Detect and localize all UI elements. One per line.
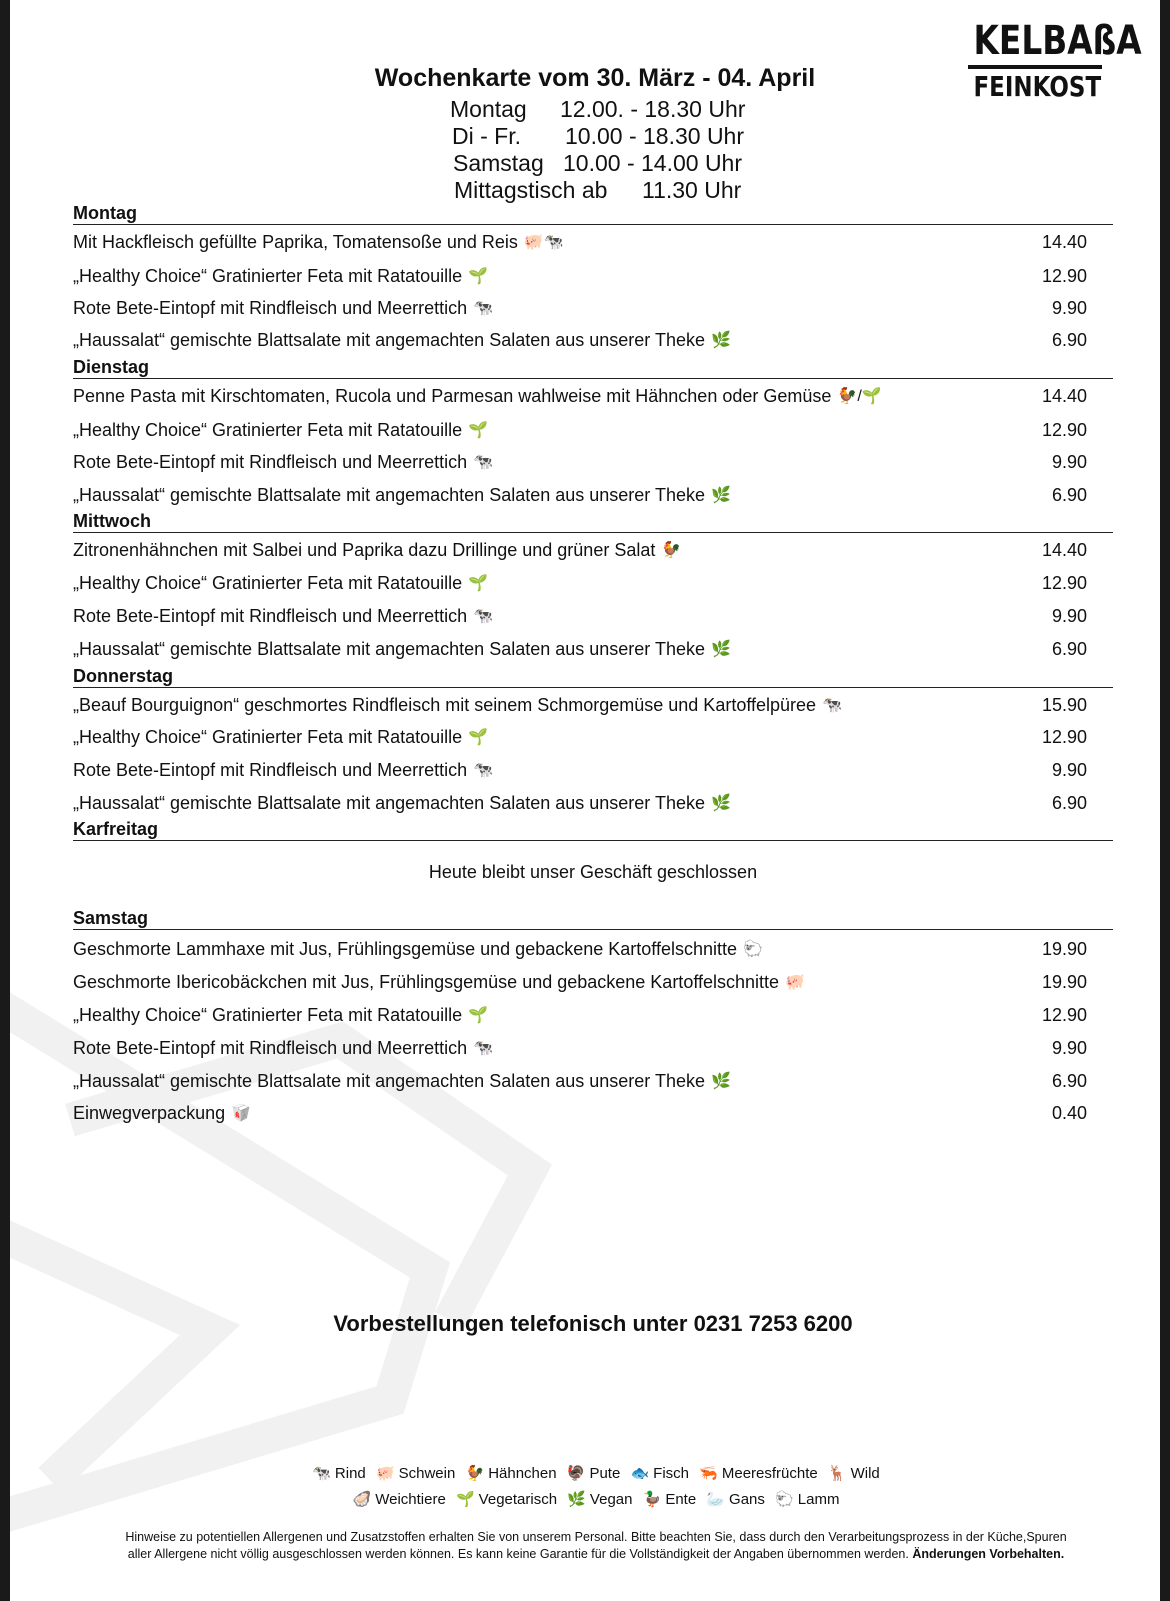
menu-item	[73, 448, 1113, 476]
menu-item	[73, 228, 1113, 256]
menu-item	[73, 326, 1113, 354]
item-price: 6.90	[1051, 1071, 1087, 1091]
item-price: 15.90	[1041, 695, 1087, 715]
item-name: „Haussalat“ gemischte Blattsalate mit angemachten Salaten aus unserer Theke	[73, 1071, 706, 1091]
deer-icon: 🦌	[827, 1465, 847, 1482]
hours-time: 12.00. - 18.30 Uhr	[560, 96, 746, 122]
cow-icon: 🐄	[473, 608, 494, 625]
legend-label: Pute	[589, 1465, 621, 1482]
chicken-vegetarian-icon: 🐓/🌱	[837, 388, 882, 405]
menu-item	[73, 294, 1113, 322]
brand-logo-bottom: FEINKOST	[973, 70, 1102, 103]
allergen-notice	[86, 1529, 1106, 1563]
item-price: 12.90	[1041, 1005, 1087, 1025]
pig-icon: 🐖	[785, 974, 805, 991]
vegan-icon: 🌿	[567, 1491, 586, 1508]
lamb-icon: 🐑	[743, 941, 763, 958]
hours-time: 10.00 - 18.30 Uhr	[565, 123, 745, 149]
vegan-icon: 🌿	[711, 1073, 731, 1090]
day-header-karfreitag: Karfreitag	[73, 818, 1113, 841]
legend-label: Fisch	[653, 1465, 689, 1482]
preorder-phone: Vorbestellungen telefonisch unter 0231 7253 6200	[333, 1311, 853, 1336]
fish-icon: 🐟	[630, 1465, 650, 1482]
menu-item	[73, 1001, 1113, 1029]
cow-icon: 🐄	[473, 762, 494, 779]
legend-label: Meeresfrüchte	[721, 1465, 818, 1482]
oyster-icon: 🦪	[352, 1491, 372, 1508]
menu-item	[73, 1034, 1113, 1062]
item-price: 12.90	[1041, 420, 1087, 440]
allergen-notice-line-1: Hinweise zu potentiellen Allergenen und Zusatzstoffen erhalten Sie von unserem Personal. Bitte beachten Sie, dass durch den Verarbeitungsprozess in der Küche,Spuren	[125, 1530, 1067, 1544]
legend-label: Gans	[729, 1491, 765, 1508]
legend-label: Rind	[334, 1465, 366, 1482]
cow-icon: 🐄	[473, 300, 494, 317]
vegan-icon: 🌿	[711, 795, 731, 812]
item-price: 0.40	[1051, 1103, 1087, 1123]
item-name: „Beauf Bourguignon“ geschmortes Rindfleisch mit seinem Schmorgemüse und Kartoffelpüree	[73, 695, 817, 715]
brand-logo-divider	[968, 65, 1102, 69]
legend-label: Vegetarisch	[478, 1491, 558, 1508]
item-price: 6.90	[1051, 330, 1087, 350]
item-name: Penne Pasta mit Kirschtomaten, Rucola und Parmesan wahlweise mit Hähnchen oder Gemüse	[73, 386, 832, 406]
legend-label: Weichtiere	[375, 1491, 446, 1508]
lamb-icon: 🐑	[775, 1491, 794, 1508]
pig-icon: 🐖	[375, 1465, 395, 1482]
menu-item	[73, 382, 1113, 410]
closed-notice: Heute bleibt unser Geschäft geschlossen	[428, 862, 758, 882]
hours-day: Mittagstisch ab	[454, 177, 608, 203]
cow-icon: 🐄	[473, 1040, 494, 1057]
item-price: 6.90	[1051, 639, 1087, 659]
allergen-notice-text: aller Allergene nicht völlig ausgeschlossen werden können. Es kann keine Garantie für die Vollständigkeit der Angaben übernommen werden.	[127, 1547, 909, 1561]
changes-reserved: Änderungen Vorbehalten.	[912, 1547, 1065, 1561]
menu-item	[73, 756, 1113, 784]
legend-label: Hähnchen	[488, 1465, 557, 1482]
item-price: 12.90	[1041, 573, 1087, 593]
item-price: 12.90	[1041, 727, 1087, 747]
item-name: Rote Bete-Eintopf mit Rindfleisch und Meerrettich	[73, 1038, 468, 1058]
menu-item	[73, 602, 1113, 630]
goose-icon: 🦢	[706, 1491, 726, 1508]
turkey-icon: 🦃	[566, 1465, 586, 1482]
allergen-notice-line-2	[86, 1546, 1106, 1563]
menu-item	[73, 1067, 1113, 1095]
item-name: Rote Bete-Eintopf mit Rindfleisch und Meerrettich	[73, 606, 468, 626]
item-name: „Haussalat“ gemischte Blattsalate mit angemachten Salaten aus unserer Theke	[73, 639, 706, 659]
vegetarian-icon: 🌱	[455, 1491, 475, 1508]
cow-icon: 🐄	[312, 1465, 331, 1482]
item-name: Zitronenhähnchen mit Salbei und Paprika dazu Drillinge und grüner Salat	[73, 540, 656, 560]
brand-logo	[960, 18, 1142, 103]
hours-time: 10.00 - 14.00 Uhr	[563, 150, 743, 176]
item-name: „Haussalat“ gemischte Blattsalate mit angemachten Salaten aus unserer Theke	[73, 330, 706, 350]
vegetarian-icon: 🌱	[468, 268, 489, 285]
legend-label: Ente	[665, 1491, 697, 1508]
item-name: „Haussalat“ gemischte Blattsalate mit angemachten Salaten aus unserer Theke	[73, 793, 706, 813]
item-name: Einwegverpackung	[73, 1103, 226, 1123]
item-name: „Healthy Choice“ Gratinierter Feta mit Ratatouille	[73, 266, 463, 286]
menu-item	[73, 968, 1113, 996]
menu-item	[73, 262, 1113, 290]
day-header-samstag: Samstag	[73, 907, 1113, 930]
item-price: 14.40	[1041, 232, 1087, 252]
brand-logo-top: KELBAßA	[973, 18, 1142, 64]
chicken-icon: 🐓	[465, 1465, 485, 1482]
legend-label: Lamm	[797, 1491, 840, 1508]
menu-item	[73, 789, 1113, 817]
shrimp-icon: 🦐	[699, 1465, 718, 1482]
item-price: 19.90	[1041, 939, 1087, 959]
menu-item	[73, 481, 1113, 509]
pig-cow-icon: 🐖🐄	[523, 234, 564, 251]
day-header-mittwoch: Mittwoch	[73, 510, 1113, 533]
hours-day: Samstag	[453, 150, 544, 176]
item-name: Rote Bete-Eintopf mit Rindfleisch und Meerrettich	[73, 298, 468, 318]
day-header-donnerstag: Donnerstag	[73, 665, 1113, 688]
day-header-dienstag: Dienstag	[73, 356, 1113, 379]
item-name: „Haussalat“ gemischte Blattsalate mit angemachten Salaten aus unserer Theke	[73, 485, 706, 505]
item-price: 9.90	[1051, 606, 1087, 626]
item-name: „Healthy Choice“ Gratinierter Feta mit Ratatouille	[73, 727, 463, 747]
item-name: Geschmorte Lammhaxe mit Jus, Frühlingsgemüse und gebackene Kartoffelschnitte	[73, 939, 738, 959]
vegan-icon: 🌿	[711, 641, 731, 658]
cow-icon: 🐄	[473, 454, 494, 471]
menu-item	[73, 1099, 1113, 1127]
item-price: 6.90	[1051, 485, 1087, 505]
item-name: „Healthy Choice“ Gratinierter Feta mit Ratatouille	[73, 1005, 463, 1025]
menu-item	[73, 723, 1113, 751]
item-price: 9.90	[1051, 1038, 1087, 1058]
legend-label: Wild	[850, 1465, 880, 1482]
item-price: 9.90	[1051, 298, 1087, 318]
item-price: 19.90	[1041, 972, 1087, 992]
menu-item	[73, 569, 1113, 597]
item-name: „Healthy Choice“ Gratinierter Feta mit Ratatouille	[73, 420, 463, 440]
item-price: 9.90	[1051, 452, 1087, 472]
hours-day: Di - Fr.	[452, 123, 521, 149]
menu-item	[73, 635, 1113, 663]
vegetarian-icon: 🌱	[468, 1007, 489, 1024]
item-name: Rote Bete-Eintopf mit Rindfleisch und Meerrettich	[73, 760, 468, 780]
cow-icon: 🐄	[822, 697, 842, 714]
legend-row-1	[73, 1464, 1113, 1482]
page-title: Wochenkarte vom 30. März - 04. April	[374, 64, 816, 92]
hours-time: 11.30 Uhr	[642, 177, 742, 203]
item-price: 9.90	[1051, 760, 1087, 780]
item-price: 14.40	[1041, 386, 1087, 406]
vegetarian-icon: 🌱	[468, 575, 489, 592]
item-price: 6.90	[1051, 793, 1087, 813]
day-header-montag: Montag	[73, 202, 1113, 225]
legend-label: Schwein	[398, 1465, 456, 1482]
menu-item	[73, 536, 1113, 564]
legend-label: Vegan	[589, 1491, 633, 1508]
chicken-icon: 🐓	[661, 542, 682, 559]
item-name: Geschmorte Ibericobäckchen mit Jus, Frühlingsgemüse und gebackene Kartoffelschnitte	[73, 972, 780, 992]
vegetarian-icon: 🌱	[468, 422, 489, 439]
menu-page	[10, 0, 1160, 1601]
item-name: Rote Bete-Eintopf mit Rindfleisch und Meerrettich	[73, 452, 468, 472]
item-name: „Healthy Choice“ Gratinierter Feta mit Ratatouille	[73, 573, 463, 593]
vegan-icon: 🌿	[711, 487, 731, 504]
item-price: 14.40	[1041, 540, 1087, 560]
takeaway-box-icon: 🥡	[231, 1105, 252, 1122]
item-price: 12.90	[1041, 266, 1087, 286]
vegan-icon: 🌿	[711, 332, 731, 349]
legend-row-2	[73, 1490, 1113, 1508]
menu-item	[73, 935, 1113, 963]
vegetarian-icon: 🌱	[468, 729, 489, 746]
item-name: Mit Hackfleisch gefüllte Paprika, Tomatensoße und Reis	[73, 232, 518, 252]
hours-day: Montag	[450, 96, 527, 122]
duck-icon: 🦆	[642, 1491, 662, 1508]
menu-item	[73, 416, 1113, 444]
menu-item	[73, 691, 1113, 719]
